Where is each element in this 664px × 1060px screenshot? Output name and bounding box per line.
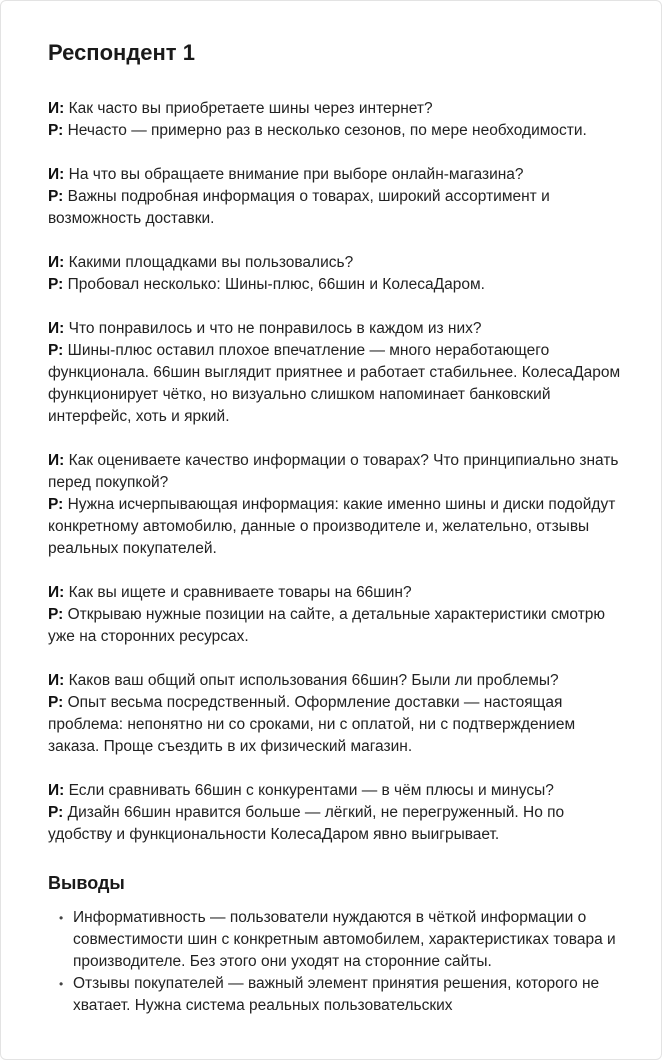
answer-text: Пробовал несколько: Шины-плюс, 66шин и КолесаДаром.: [67, 276, 485, 293]
qa-block: [48, 582, 628, 648]
respondent-marker: Р:: [48, 804, 64, 821]
respondent-marker: Р:: [48, 694, 64, 711]
respondent-answer: [48, 340, 628, 428]
conclusions-heading: Выводы: [48, 873, 125, 893]
answer-text: Дизайн 66шин нравится больше — лёгкий, не перегруженный. Но по удобству и функциональности КолесаДаром явно выигрывает.: [48, 804, 565, 843]
respondent-answer: [48, 494, 628, 560]
interviewer-question: [48, 164, 628, 186]
respondent-answer: [48, 604, 628, 648]
respondent-answer: [48, 186, 628, 230]
answer-text: Важны подробная информация о товарах, широкий ассортимент и возможность доставки.: [48, 188, 550, 227]
answer-text: Опыт весьма посредственный. Оформление доставки — настоящая проблема: непонятно ни со сроками, ни с оплатой, ни с подтверждением заказа. Проще съездить в их физический магазин.: [48, 694, 576, 755]
respondent-marker: Р:: [48, 276, 64, 293]
respondent-marker: Р:: [48, 122, 64, 139]
respondent-answer: [48, 120, 628, 142]
qa-block: [48, 780, 628, 846]
bullet-icon: •: [59, 977, 64, 991]
respondent-marker: Р:: [48, 188, 64, 205]
interviewer-question: [48, 780, 628, 802]
answer-text: Нужна исчерпывающая информация: какие именно шины и диски подойдут конкретному автомобилю, данные о производителе и, желательно, отзывы реальных покупателей.: [48, 496, 616, 557]
respondent-answer: [48, 692, 628, 758]
interviewer-marker: И:: [48, 100, 65, 117]
interviewer-marker: И:: [48, 452, 65, 469]
document-content: [48, 39, 628, 1017]
interviewer-question: [48, 318, 628, 340]
question-text: Что понравилось и что не понравилось в каждом из них?: [68, 320, 482, 337]
conclusion-item: [48, 973, 628, 1017]
answer-text: Нечасто — примерно раз в несколько сезонов, по мере необходимости.: [67, 122, 587, 139]
interviewer-marker: И:: [48, 672, 65, 689]
interview-qa-list: [48, 98, 628, 846]
respondent-marker: Р:: [48, 496, 64, 513]
interviewer-question: [48, 98, 628, 120]
question-text: Как вы ищете и сравниваете товары на 66шин?: [68, 584, 412, 601]
question-text: На что вы обращаете внимание при выборе онлайн-магазина?: [68, 166, 524, 183]
bullet-icon: •: [59, 911, 64, 925]
respondent-marker: Р:: [48, 342, 64, 359]
interviewer-marker: И:: [48, 166, 65, 183]
interviewer-marker: И:: [48, 782, 65, 799]
qa-block: [48, 670, 628, 758]
question-text: Если сравнивать 66шин с конкурентами — в чём плюсы и минусы?: [68, 782, 554, 799]
respondent-answer: [48, 274, 628, 296]
conclusion-item: [48, 907, 628, 973]
question-text: Каков ваш общий опыт использования 66шин? Были ли проблемы?: [68, 672, 559, 689]
interviewer-marker: И:: [48, 254, 65, 271]
question-text: Как часто вы приобретаете шины через интернет?: [68, 100, 433, 117]
interviewer-question: [48, 582, 628, 604]
respondent-answer: [48, 802, 628, 846]
interviewer-question: [48, 252, 628, 274]
conclusions-list: [48, 907, 628, 1017]
page-title: Респондент 1: [48, 40, 195, 65]
qa-block: [48, 318, 628, 428]
qa-block: [48, 164, 628, 230]
qa-block: [48, 252, 628, 296]
interviewer-marker: И:: [48, 584, 65, 601]
interviewer-question: [48, 670, 628, 692]
conclusion-text: Отзывы покупателей — важный элемент принятия решения, которого не хватает. Нужна система реальных пользовательских: [73, 975, 600, 1014]
qa-block: [48, 98, 628, 142]
question-text: Какими площадками вы пользовались?: [68, 254, 354, 271]
interviewer-marker: И:: [48, 320, 65, 337]
answer-text: Шины-плюс оставил плохое впечатление — много неработающего функционала. 66шин выглядит приятнее и работает стабильнее. КолесаДаром функционирует чётко, но визуально слишком напоминает банковский интерфейс, хоть и яркий.: [48, 342, 621, 425]
conclusion-text: Информативность — пользователи нуждаются в чёткой информации о совместимости шин с конкретным автомобилем, характеристиках товара и производителе. Без этого они уходят на сторонние сайты.: [73, 909, 616, 970]
interviewer-question: [48, 450, 628, 494]
answer-text: Открываю нужные позиции на сайте, а детальные характеристики смотрю уже на сторонних ресурсах.: [48, 606, 606, 645]
question-text: Как оцениваете качество информации о товарах? Что принципиально знать перед покупкой?: [48, 452, 619, 491]
respondent-marker: Р:: [48, 606, 64, 623]
qa-block: [48, 450, 628, 560]
